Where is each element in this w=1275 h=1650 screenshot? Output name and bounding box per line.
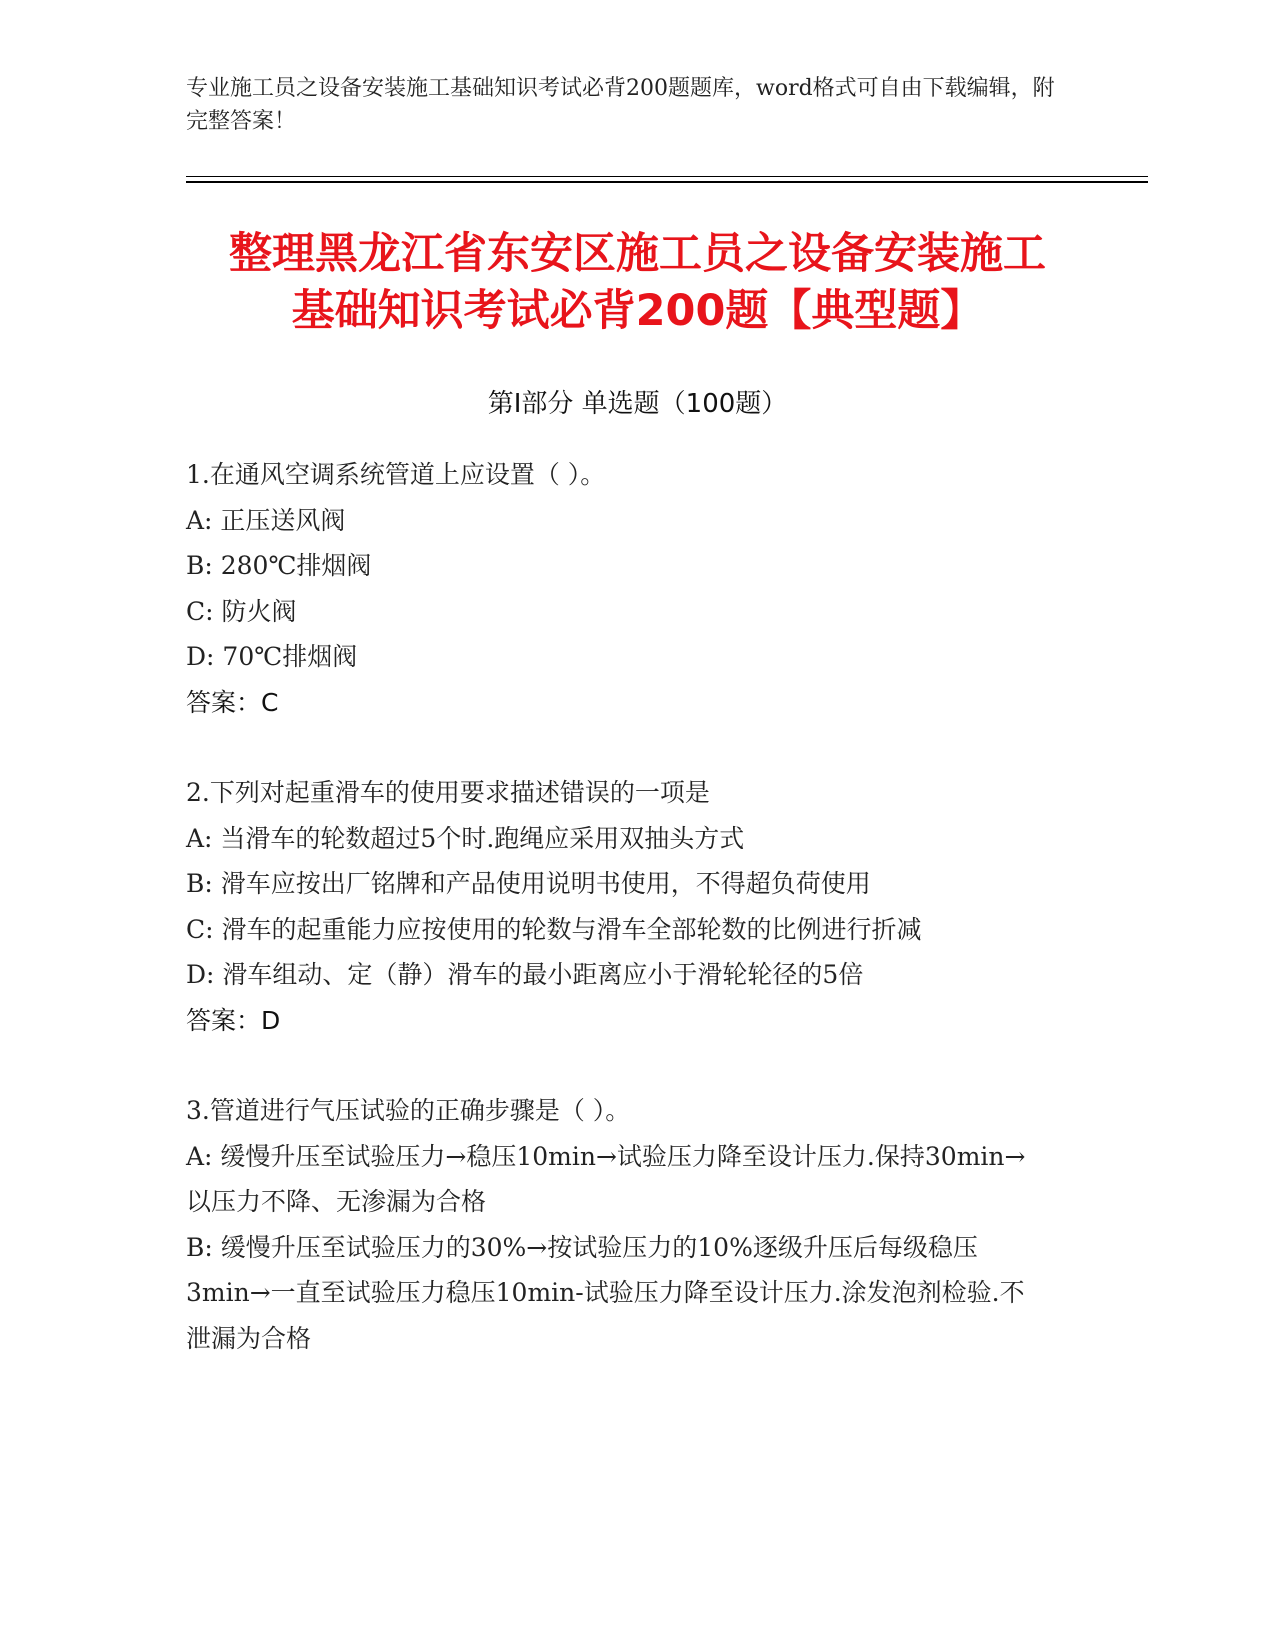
answer-label: 答案：D xyxy=(186,1005,281,1035)
section-title: 第Ⅰ部分 单选题（100题） xyxy=(487,389,788,419)
option-a: A: 缓慢升压至试验压力→稳压10min→试验压力降至设计压力.保持30min→以压力不降、无渗漏为合格 xyxy=(186,1141,1026,1216)
header-note: 专业施工员之设备安装施工基础知识考试必背200题题库，word格式可自由下载编辑，附完整答案！ xyxy=(186,76,1055,134)
question-3 xyxy=(186,1088,1046,1361)
option-c: C: 滑车的起重能力应按使用的轮数与滑车全部轮数的比例进行折减 xyxy=(186,914,922,944)
title-line-2: 基础知识考试必背200题【典型题】 xyxy=(291,286,984,336)
header-rule-thin xyxy=(186,176,1148,177)
header-rule-thick xyxy=(186,181,1148,183)
option-d: D: 70℃排烟阀 xyxy=(186,642,358,671)
title-line-1: 整理黑龙江省东安区施工员之设备安装施工 xyxy=(229,229,1046,279)
question-stem: 3.管道进行气压试验的正确步骤是（ ）。 xyxy=(186,1096,631,1125)
answer-label: 答案：C xyxy=(186,687,279,717)
option-b: B: 滑车应按出厂铭牌和产品使用说明书使用，不得超负荷使用 xyxy=(186,869,871,898)
option-a: A: 正压送风阀 xyxy=(186,505,346,535)
option-a: A: 当滑车的轮数超过5个时.跑绳应采用双抽头方式 xyxy=(186,823,745,853)
document-title xyxy=(150,226,1125,340)
question-1 xyxy=(186,452,1086,725)
option-b: B: 280℃排烟阀 xyxy=(186,551,372,580)
option-b: B: 缓慢升压至试验压力的30%→按试验压力的10%逐级升压后每级稳压3min→一直至试验压力稳压10min-试验压力降至设计压力.涂发泡剂检验.不泄漏为合格 xyxy=(186,1232,1025,1353)
option-d: D: 滑车组动、定（静）滑车的最小距离应小于滑轮轮径的5倍 xyxy=(186,960,864,989)
question-stem: 2.下列对起重滑车的使用要求描述错误的一项是 xyxy=(186,778,710,807)
question-2 xyxy=(186,770,1086,1043)
option-c: C: 防火阀 xyxy=(186,596,297,626)
question-stem: 1.在通风空调系统管道上应设置（ ）。 xyxy=(186,460,606,489)
